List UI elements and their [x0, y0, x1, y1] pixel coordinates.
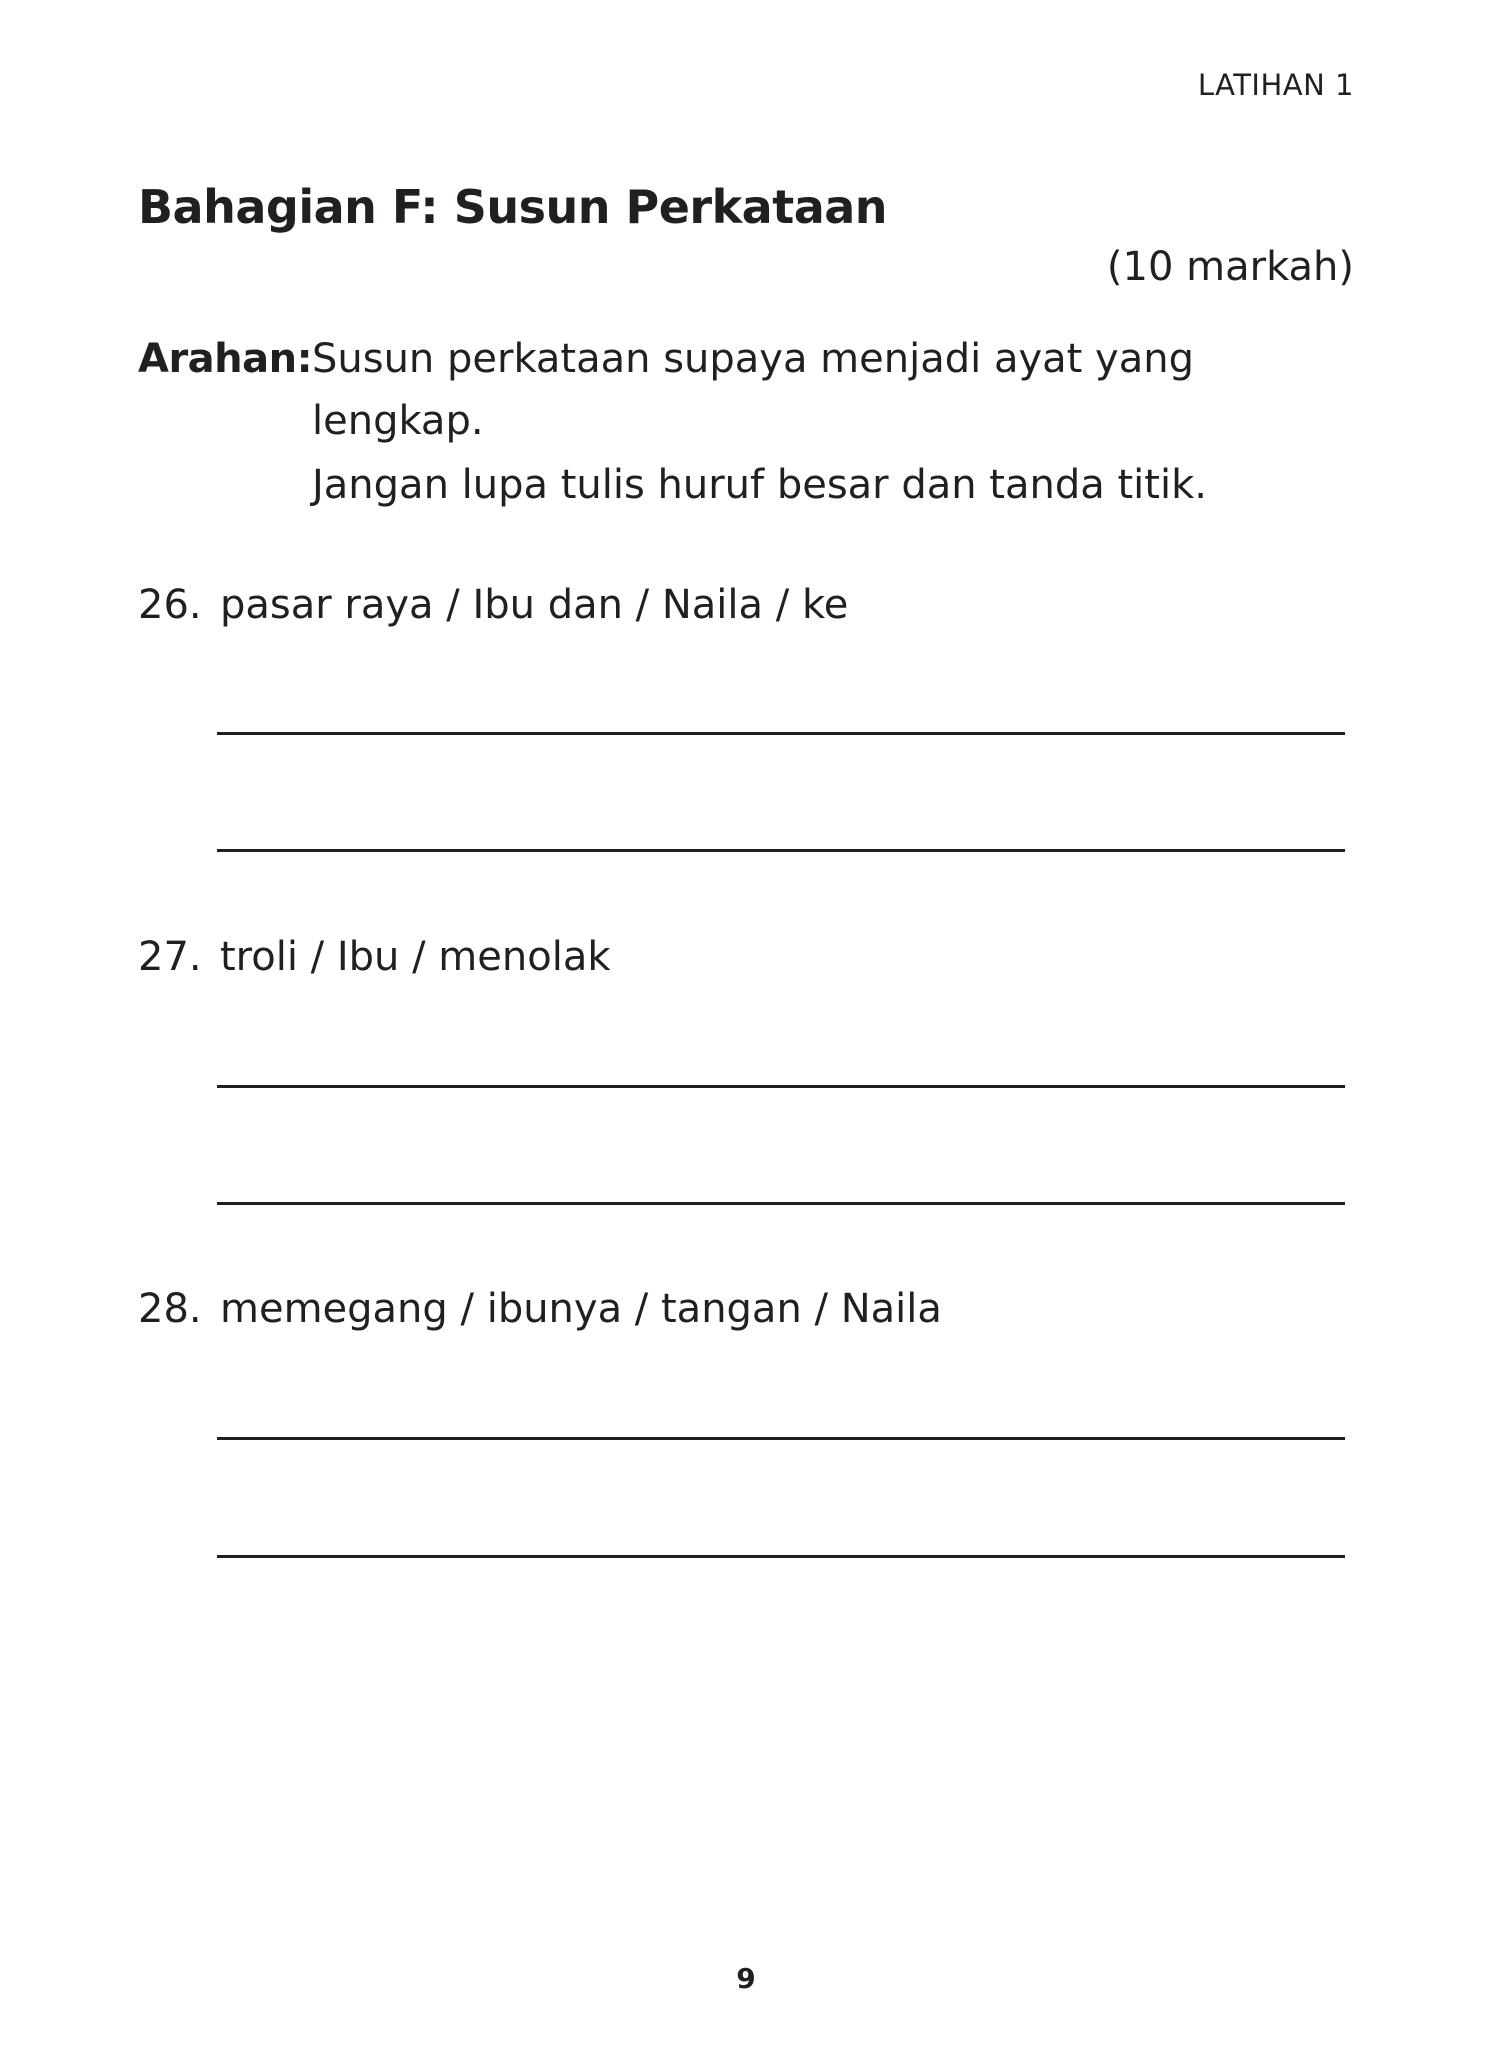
question-words: pasar raya / Ibu dan / Naila / ke [220, 582, 849, 628]
instruction-line-2: lengkap. [312, 398, 484, 444]
answer-line-27-1[interactable] [217, 1085, 1345, 1088]
instruction-line-3: Jangan lupa tulis huruf besar dan tanda titik. [312, 462, 1207, 508]
question-27 [138, 934, 611, 980]
question-number: 27. [138, 934, 202, 980]
question-26 [138, 582, 848, 628]
exercise-label: LATIHAN 1 [1197, 68, 1354, 102]
answer-line-26-1[interactable] [217, 732, 1345, 735]
answer-line-28-1[interactable] [217, 1437, 1345, 1440]
question-number: 28. [138, 1286, 202, 1332]
question-words: memegang / ibunya / tangan / Naila [220, 1286, 942, 1332]
marks-label: (10 markah) [1106, 244, 1354, 290]
page-number: 9 [736, 1962, 756, 1995]
instruction-line-1: Susun perkataan supaya menjadi ayat yang [312, 336, 1194, 382]
question-28 [138, 1286, 942, 1332]
instruction-label: Arahan: [138, 336, 313, 382]
question-number: 26. [138, 582, 202, 628]
question-words: troli / Ibu / menolak [220, 934, 611, 980]
section-title: Bahagian F: Susun Perkataan [138, 180, 888, 234]
answer-line-28-2[interactable] [217, 1555, 1345, 1558]
answer-line-26-2[interactable] [217, 849, 1345, 852]
answer-line-27-2[interactable] [217, 1202, 1345, 1205]
